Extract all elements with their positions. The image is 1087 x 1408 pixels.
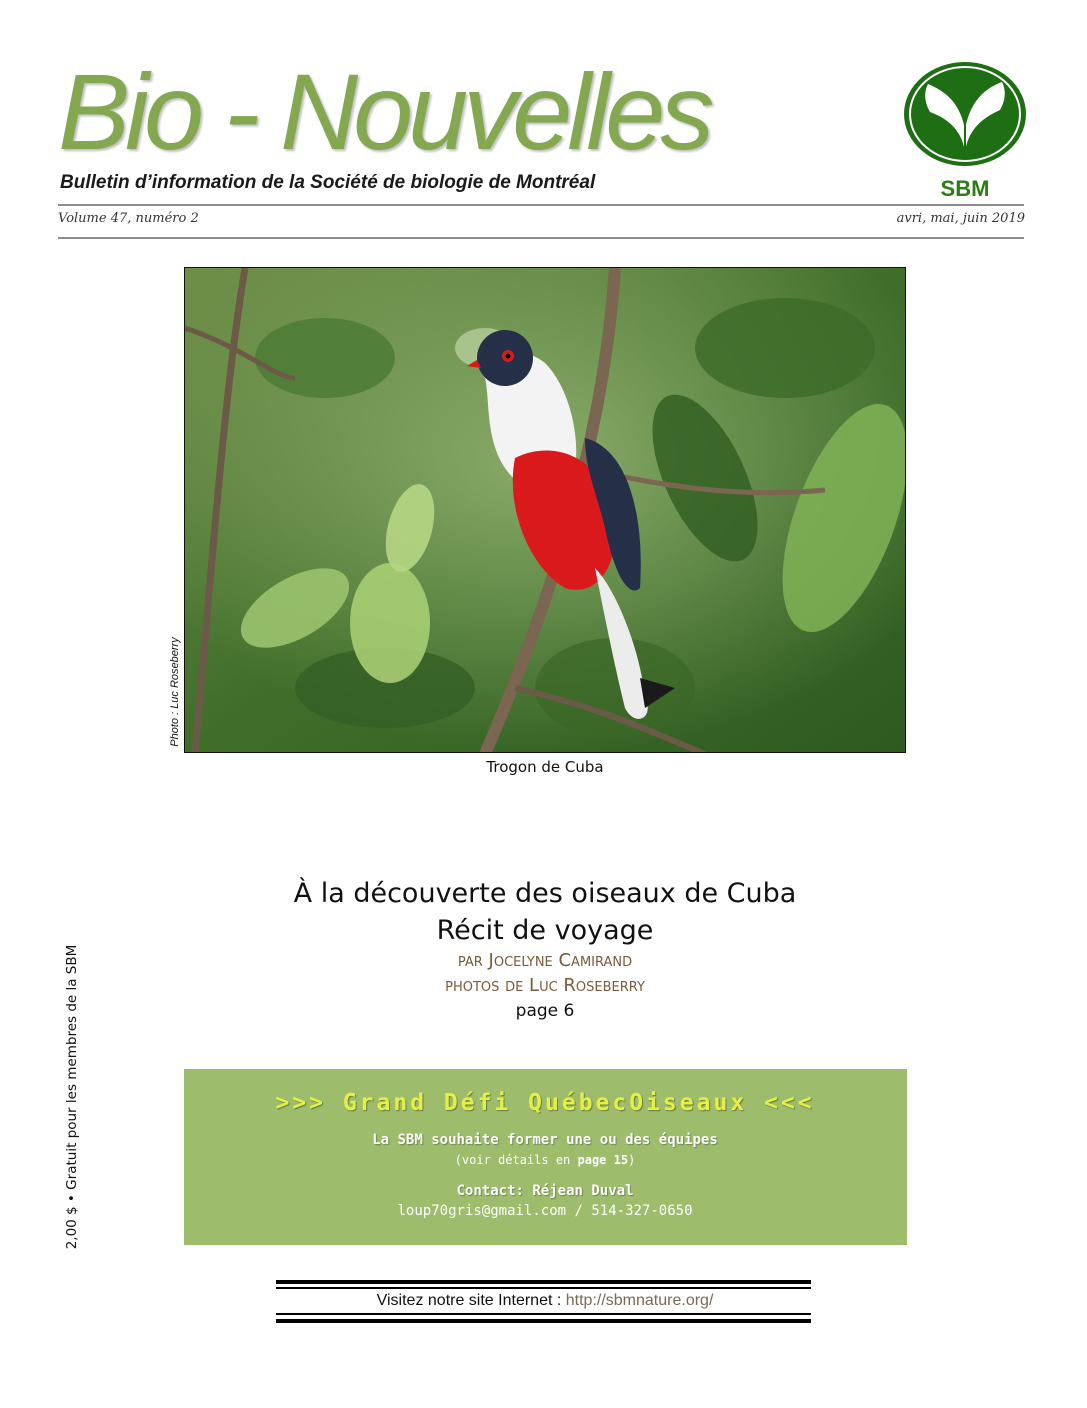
header-rule-top: [58, 204, 1024, 206]
photo-credit: Photo : Luc Roseberry: [169, 637, 181, 747]
article-author: par Jocelyne Camirand: [457, 950, 633, 971]
footer-rule: [276, 1313, 811, 1315]
price-note: 2,00 $ • Gratuit pour les membres de la SBM: [64, 944, 80, 1250]
promo-details: [455, 1153, 636, 1167]
masthead-title: Bio - Nouvelles: [58, 51, 710, 172]
footer-rule: [276, 1319, 811, 1323]
article-title: À la découverte des oiseaux de Cuba: [293, 878, 797, 909]
promo-email-phone: loup70gris@gmail.com / 514-327-0650: [397, 1203, 693, 1219]
masthead-subtitle: Bulletin d’information de la Société de biologie de Montréal: [60, 172, 596, 193]
promo-details-suffix: ): [628, 1153, 636, 1167]
sbm-logo-icon: [902, 60, 1028, 168]
header-rule-bottom: [58, 237, 1024, 239]
footer-website: [377, 1292, 714, 1310]
cover-photo: [184, 267, 906, 753]
promo-contact: Contact: Réjean Duval: [456, 1183, 634, 1199]
issue-date: avri, mai, juin 2019: [896, 211, 1025, 226]
promo-title: >>> Grand Défi QuébecOiseaux <<<: [275, 1090, 815, 1116]
footer-rule: [276, 1287, 811, 1289]
website-link[interactable]: http://sbmnature.org/: [565, 1292, 714, 1309]
footer-rule: [276, 1280, 811, 1284]
article-photo-credit: photos de Luc Roseberry: [445, 975, 645, 996]
footer-label: Visitez notre site Internet :: [376, 1292, 566, 1309]
article-subtitle: Récit de voyage: [436, 915, 654, 946]
promo-text: La SBM souhaite former une ou des équipes: [372, 1132, 718, 1148]
volume-number: Volume 47, numéro 2: [58, 211, 199, 226]
promo-details-prefix: (voir détails en: [454, 1153, 578, 1167]
article-page-ref: page 6: [515, 1001, 575, 1021]
promo-details-page: page 15: [577, 1153, 629, 1167]
photo-caption: Trogon de Cuba: [486, 758, 604, 776]
logo-text: SBM: [940, 176, 990, 201]
